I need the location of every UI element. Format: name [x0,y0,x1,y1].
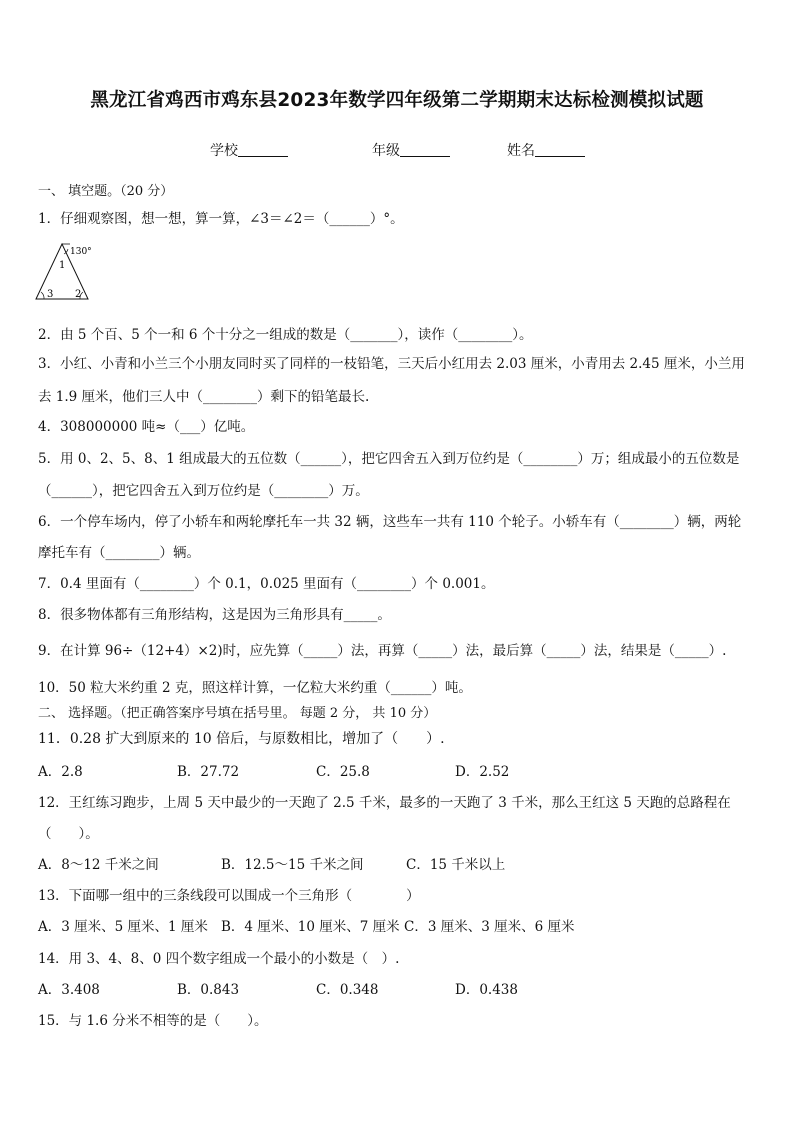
q14-option-c[interactable]: C．0.348 [316,982,379,998]
q13-option-b[interactable]: B．4 厘米、10 厘米、7 厘米 [221,919,400,935]
angle-label-130: 130° [70,247,92,257]
grade-label: 年级 [372,143,400,159]
q14-option-d[interactable]: D．0.438 [455,982,518,998]
q14-option-a[interactable]: A．3.408 [38,982,100,998]
question-12-line-1: 12．王红练习跑步，上周 5 天中最少的一天跑了 2.5 千米，最多的一天跑了 3 千米，那么王红这 5 天跑的总路程在 [38,795,731,811]
q12-option-b[interactable]: B．12.5～15 千米之间 [221,857,364,873]
angle-arc-3 [41,292,44,299]
angle-label-3: 3 [47,289,54,300]
q13-option-c[interactable]: C．3 厘米、3 厘米、6 厘米 [404,919,575,935]
name-label: 姓名 [507,143,535,159]
angle-label-1: 1 [59,260,66,271]
question-5-line-2: （______），把它四舍五入到万位约是（________）万。 [38,483,369,499]
q13-option-a[interactable]: A．3 厘米、5 厘米、1 厘米 [38,919,208,935]
question-7: 7．0.4 里面有（________）个 0.1，0.025 里面有（________）个 0.001。 [38,576,495,592]
q11-option-d[interactable]: D．2.52 [455,764,510,780]
question-6-line-2: 摩托车有（________）辆。 [38,545,200,561]
question-3-line-1: 3．小红、小青和小兰三个小朋友同时买了同样的一枝铅笔，三天后小红用去 2.03 厘米，小青用去 2.45 厘米，小兰用 [38,356,745,372]
section-heading-fill-in: 一、 填空题。（20 分） [38,184,174,199]
name-field[interactable] [507,140,585,160]
grade-field[interactable] [372,140,450,160]
q11-option-b[interactable]: B．27.72 [177,764,240,780]
q14-option-b[interactable]: B．0.843 [177,982,240,998]
school-label: 学校 [210,143,238,159]
question-8: 8．很多物体都有三角形结构，这是因为三角形具有_____。 [38,607,391,623]
question-14: 14．用 3、4、8、0 四个数字组成一个最小的小数是（ ）. [38,951,400,967]
question-1: 1．仔细观察图，想一想，算一算，∠3＝∠2＝（______）°。 [38,211,404,227]
question-10: 10．50 粒大米约重 2 克，照这样计算，一亿粒大米约重（______）吨。 [38,680,472,696]
section-heading-choice: 二、 选择题。（把正确答案序号填在括号里。 每题 2 分， 共 10 分） [38,706,437,721]
question-5-line-1: 5．用 0、2、5、8、1 组成最大的五位数（______），把它四舍五入到万位约是（________）万；组成最小的五位数是 [38,451,740,467]
question-2: 2．由 5 个百、5 个一和 6 个十分之一组成的数是（_______），读作（________）。 [38,327,533,343]
question-4: 4．308000000 吨≈（___）亿吨。 [38,419,255,435]
question-3-line-2: 去 1.9 厘米，他们三人中（________）剩下的铅笔最长. [38,389,370,405]
question-12-line-2: （ ）。 [38,826,99,842]
question-13: 13．下面哪一组中的三条线段可以围成一个三角形（ ） [38,888,420,904]
q11-option-a[interactable]: A．2.8 [38,764,83,780]
angle-label-2: 2 [75,289,82,300]
question-11: 11．0.28 扩大到原来的 10 倍后，与原数相比，增加了（ ）. [38,731,445,747]
q11-option-c[interactable]: C．25.8 [316,764,370,780]
triangle-figure [30,240,102,304]
q12-option-c[interactable]: C．15 千米以上 [406,857,506,873]
school-field[interactable] [210,140,288,160]
question-9: 9．在计算 96÷（12+4）×2)时，应先算（_____）法，再算（_____）法，最后算（_____）法，结果是（_____）. [38,643,727,659]
page-title: 黑龙江省鸡西市鸡东县2023年数学四年级第二学期期末达标检测模拟试题 [90,90,704,111]
question-15: 15．与 1.6 分米不相等的是（ ）。 [38,1013,268,1029]
question-6-line-1: 6．一个停车场内，停了小轿车和两轮摩托车一共 32 辆，这些车一共有 110 个轮子。小轿车有（________）辆，两轮 [38,514,742,530]
q12-option-a[interactable]: A．8～12 千米之间 [38,857,159,873]
